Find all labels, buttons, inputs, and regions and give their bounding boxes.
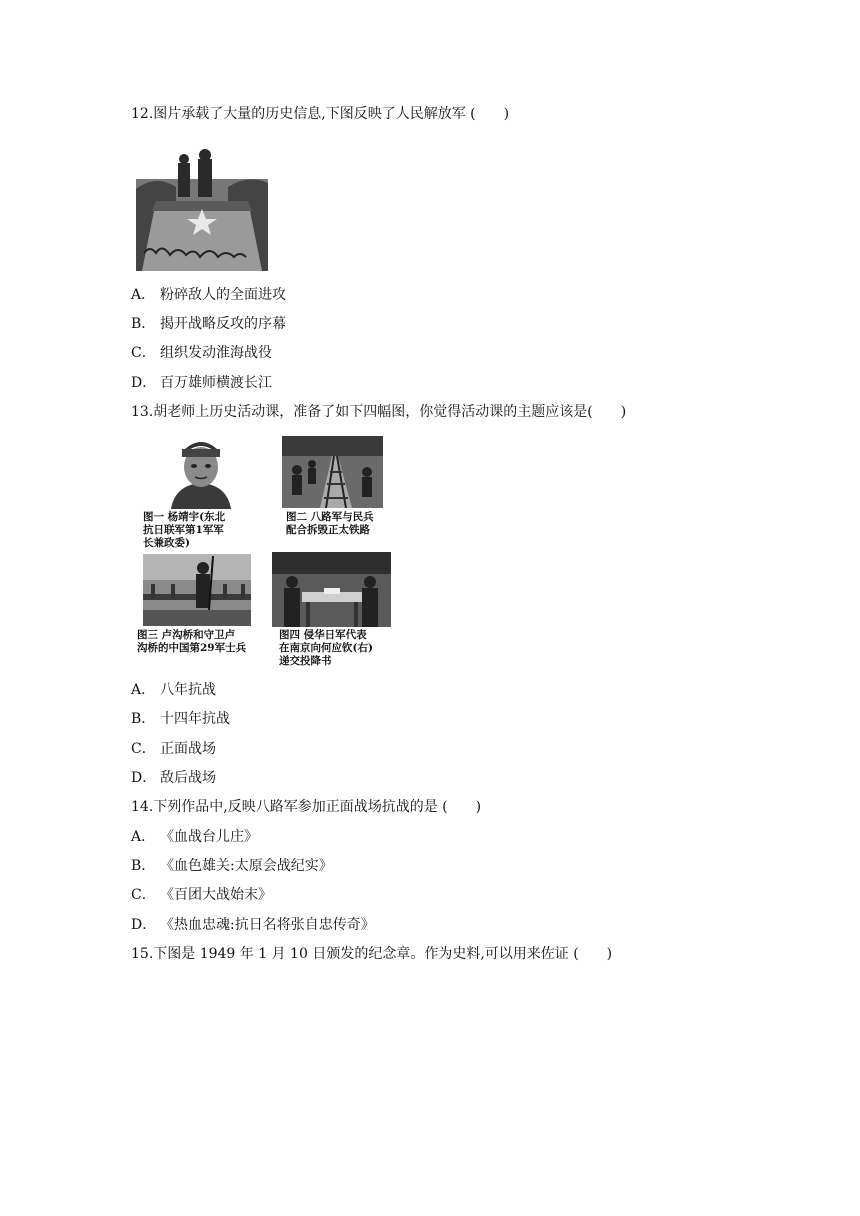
- bridge-soldier-illustration: [143, 554, 251, 626]
- q12-option-b[interactable]: B． 揭开战略反攻的序幕: [131, 316, 286, 332]
- q15-stem: 15.下图是 1949 年 1 月 10 日颁发的纪念章。作为史料,可以用来佐证 ( ): [131, 946, 613, 962]
- q13-image-4: [272, 552, 391, 627]
- q13-option-b[interactable]: B． 十四年抗战: [131, 711, 230, 727]
- railway-illustration: [282, 436, 383, 508]
- q14-option-d[interactable]: D． 《热血忠魂:抗日名将张自忠传奇》: [131, 917, 375, 933]
- q14-option-a[interactable]: A． 《血战台儿庄》: [131, 829, 258, 845]
- q13-stem: 13.胡老师上历史活动课，准备了如下四幅图，你觉得活动课的主题应该是( ): [131, 404, 627, 420]
- monument-illustration: [136, 149, 268, 271]
- q14-option-b[interactable]: B． 《血色雄关:太原会战纪实》: [131, 858, 333, 874]
- q12-monument-image: [136, 149, 268, 271]
- q13-image-2: [282, 436, 383, 508]
- q13-caption-2: 图二 八路军与民兵 配合拆毁正太铁路: [286, 511, 374, 536]
- q13-caption-4: 图四 侵华日军代表 在南京向何应钦(右) 递交投降书: [279, 629, 373, 667]
- q13-caption-1: 图一 杨靖宇(东北 抗日联军第1军军 长兼政委): [143, 511, 226, 549]
- q13-caption-3: 图三 卢沟桥和守卫卢 沟桥的中国第29军士兵: [137, 629, 247, 654]
- portrait-illustration: [165, 433, 237, 509]
- q14-stem: 14.下列作品中,反映八路军参加正面战场抗战的是 ( ): [131, 799, 482, 815]
- q12-option-c[interactable]: C． 组织发动淮海战役: [131, 345, 272, 361]
- q12-option-d[interactable]: D． 百万雄师横渡长江: [131, 375, 272, 391]
- q13-image-1: [165, 433, 237, 509]
- q13-image-3: [143, 554, 251, 626]
- q13-option-c[interactable]: C． 正面战场: [131, 741, 216, 757]
- q13-option-a[interactable]: A． 八年抗战: [131, 682, 216, 698]
- q14-option-c[interactable]: C． 《百团大战始末》: [131, 887, 272, 903]
- q13-option-d[interactable]: D． 敌后战场: [131, 770, 216, 786]
- surrender-ceremony-illustration: [272, 552, 391, 627]
- q12-stem: 12.图片承载了大量的历史信息,下图反映了人民解放军 ( ): [131, 106, 510, 122]
- q12-option-a[interactable]: A． 粉碎敌人的全面进攻: [131, 287, 286, 303]
